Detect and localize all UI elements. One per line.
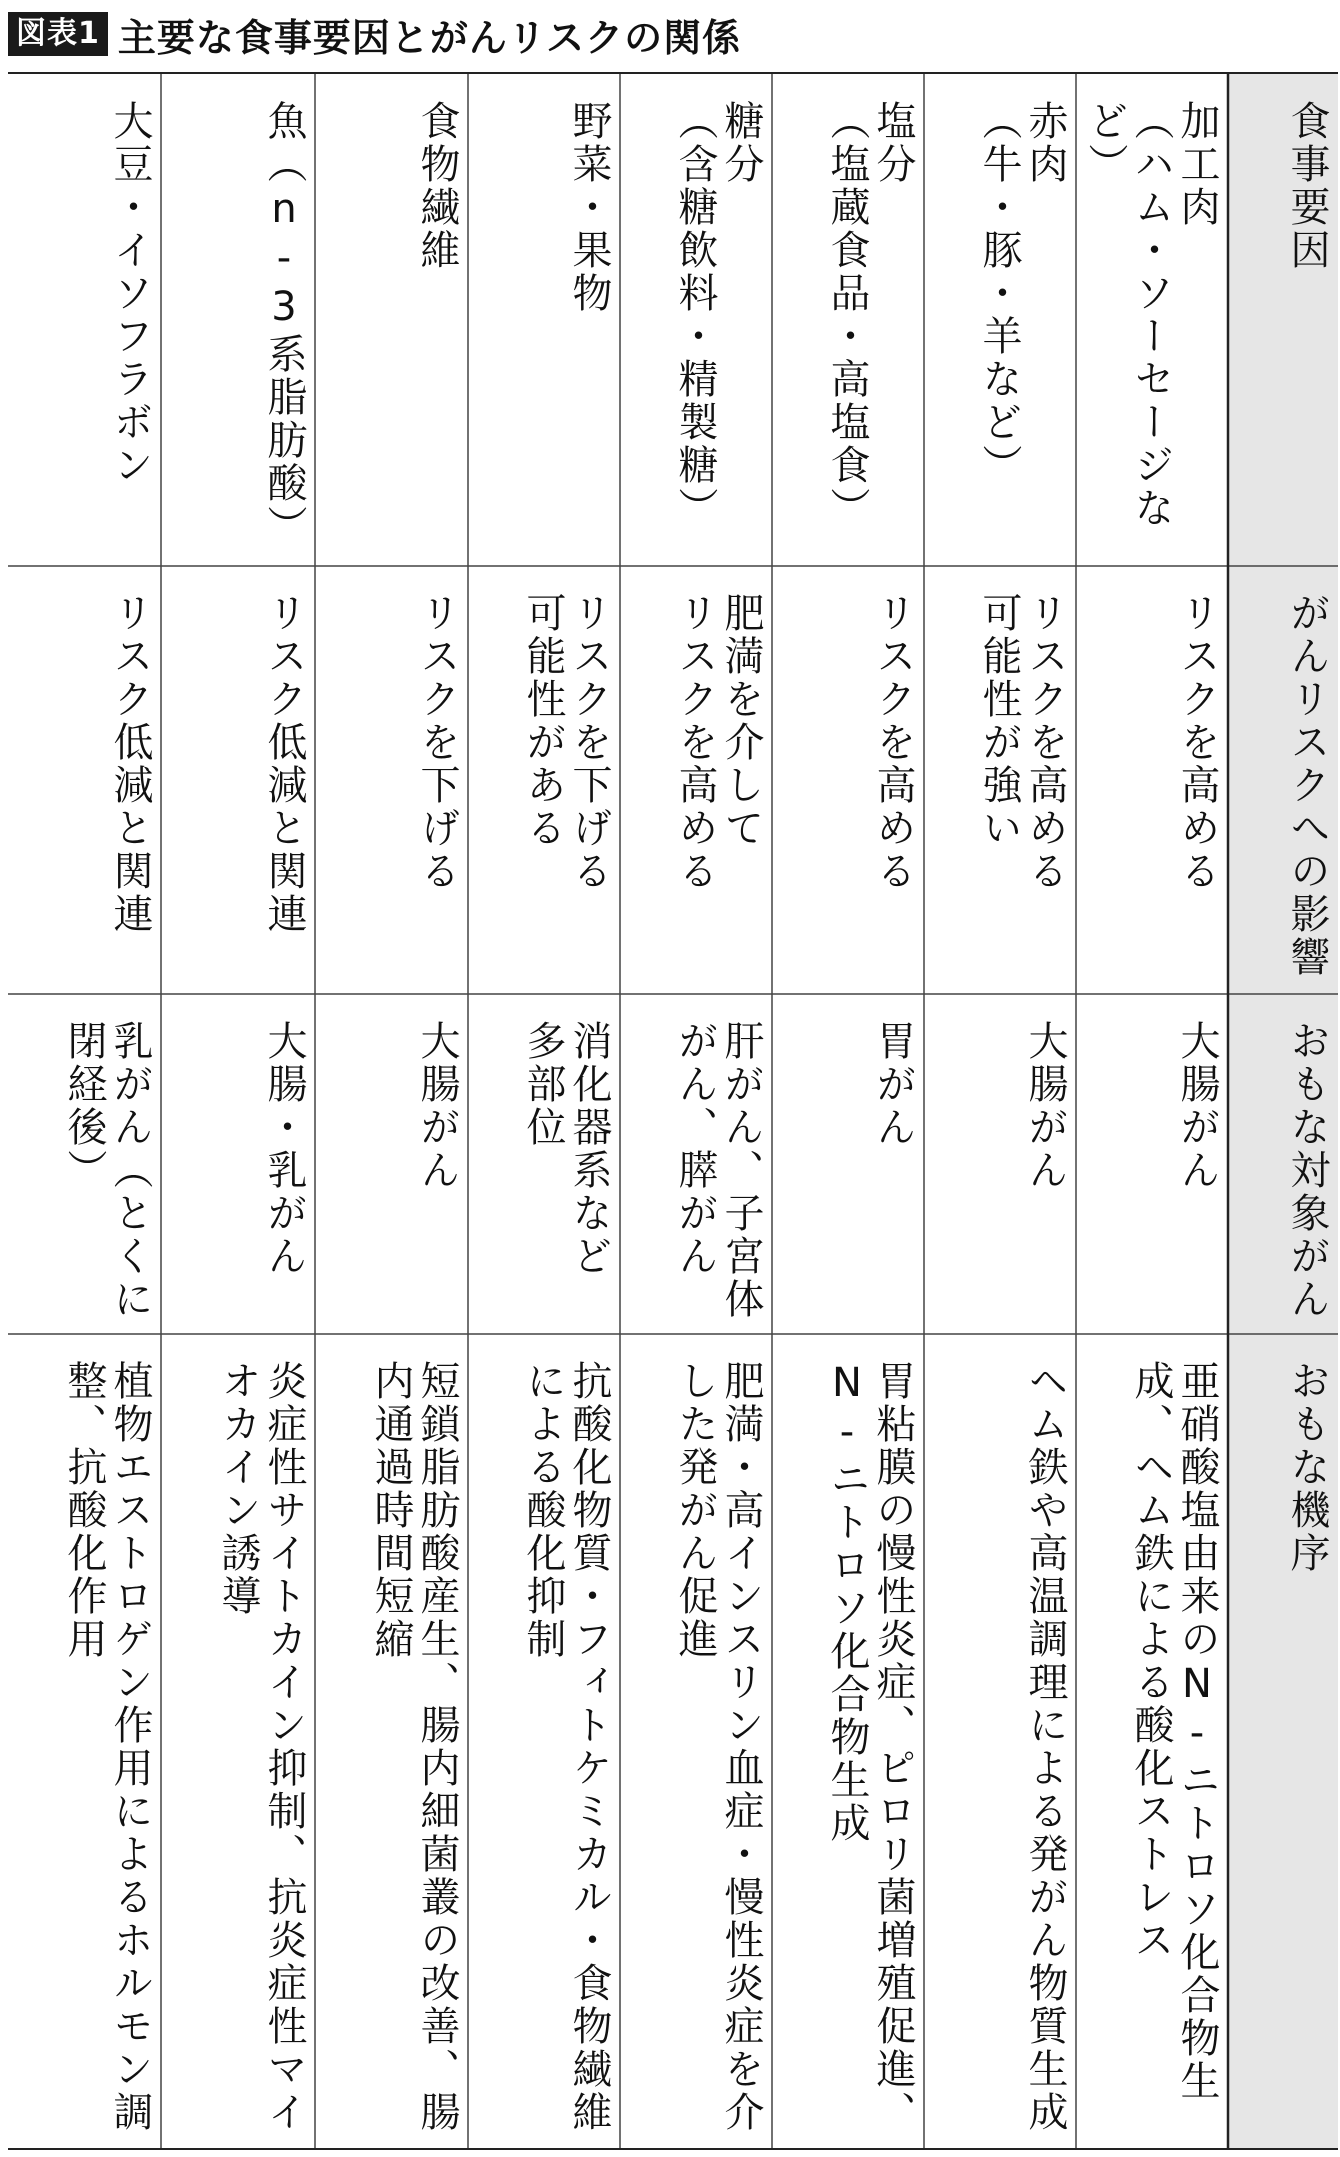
effect-cell: リスクを高める 可能性が強い — [976, 592, 1068, 893]
target-cell: 乳がん（とくに閉経後） — [61, 1020, 153, 1321]
header-mechanism: おもな機序 — [1284, 1360, 1330, 1575]
factor-cell: 糖分 （含糖飲料・精製糖） — [672, 100, 764, 530]
mechanism-cell: 肥満・高インスリン血症・慢性炎症を介した発がん促進 — [672, 1360, 764, 2134]
factor-cell: 赤肉 （牛・豚・羊など） — [976, 100, 1068, 487]
header-effect: がんリスクへの影響 — [1284, 592, 1330, 979]
factor-cell: 塩分 （塩蔵食品・高塩食） — [824, 100, 916, 530]
target-cell: 大腸がん — [1022, 1020, 1068, 1192]
mechanism-cell: 抗酸化物質・フィトケミカル・食物繊維による酸化抑制 — [520, 1360, 612, 2134]
target-cell: 消化器系など 多部位 — [520, 1020, 612, 1278]
title-bar — [8, 6, 741, 62]
effect-cell: リスクを高める — [870, 592, 916, 893]
effect-cell: リスク低減と関連 — [107, 592, 153, 936]
effect-cell: リスクを高める — [1174, 592, 1220, 893]
effect-cell: リスク低減と関連 — [261, 592, 307, 936]
table-grid — [8, 74, 1338, 2148]
mechanism-cell: ヘム鉄や高温調理による発がん物質生成 — [1022, 1360, 1068, 2134]
mechanism-cell: 胃粘膜の慢性炎症、ピロリ菌増殖促進、N-ニトロソ化合物生成 — [824, 1360, 916, 2134]
effect-cell: リスクを下げる 可能性がある — [520, 592, 612, 893]
target-cell: 大腸がん — [1174, 1020, 1220, 1192]
effect-cell: リスクを下げる — [414, 592, 460, 893]
page-title: 主要な食事要因とがんリスクの関係 — [117, 15, 742, 60]
target-cell: 大腸がん — [414, 1020, 460, 1192]
mechanism-cell: 炎症性サイトカイン抑制、抗炎症性マイオカイン誘導 — [215, 1360, 307, 2134]
header-target: おもな対象がん — [1284, 1020, 1330, 1321]
target-cell: 肝がん、子宮体がん、膵がん — [672, 1020, 764, 1321]
mechanism-cell: 植物エストロゲン作用によるホルモン調整、抗酸化作用 — [61, 1360, 153, 2134]
target-cell: 胃がん — [870, 1020, 916, 1149]
diet-cancer-table — [8, 72, 1338, 2150]
target-cell: 大腸・乳がん — [261, 1020, 307, 1278]
mechanism-cell: 亜硝酸塩由来のN-ニトロソ化合物生成、ヘム鉄による酸化ストレス — [1128, 1360, 1220, 2103]
factor-cell: 野菜・果物 — [566, 100, 612, 315]
figure-label: 図表1 — [8, 12, 108, 56]
effect-cell: 肥満を介して リスクを高める — [672, 592, 764, 893]
mechanism-cell: 短鎖脂肪酸産生、腸内細菌叢の改善、腸内通過時間短縮 — [368, 1360, 460, 2134]
factor-cell: 加工肉 （ハム・ソーセージなど） — [1082, 100, 1220, 530]
header-factor: 食事要因 — [1284, 100, 1330, 272]
factor-cell: 魚（n-3系脂肪酸） — [261, 100, 307, 548]
factor-cell: 食物繊維 — [414, 100, 460, 272]
factor-cell: 大豆・イソフラボン — [107, 100, 153, 487]
